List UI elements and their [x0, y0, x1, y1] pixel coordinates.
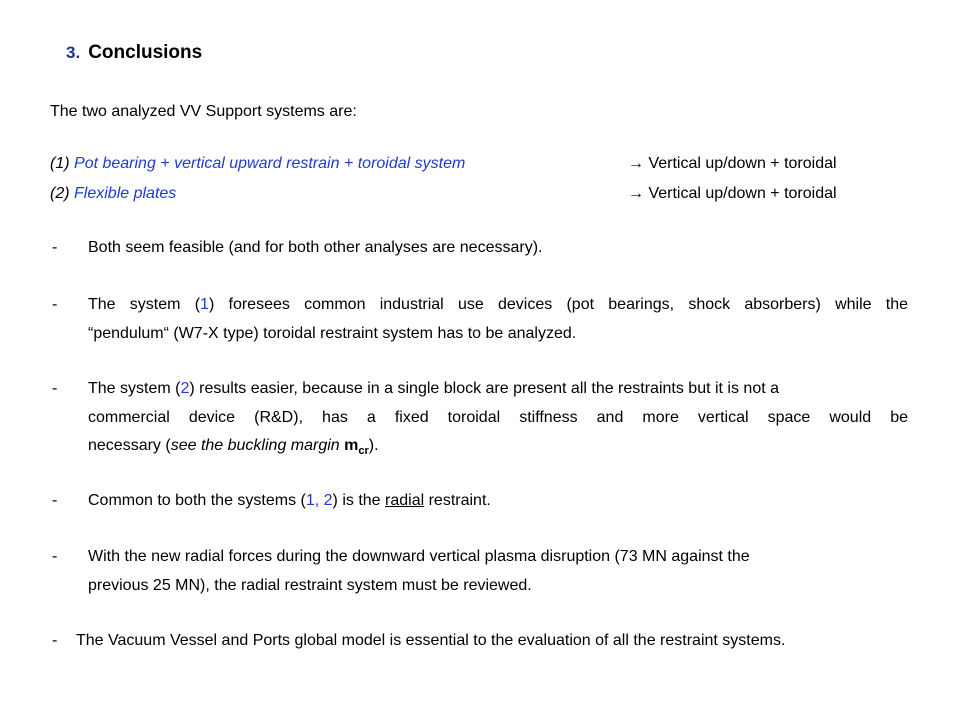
bullet-2-line-2: “pendulum“ (W7-X type) toroidal restraint system has to be analyzed. — [88, 325, 577, 342]
intro-text: The two analyzed VV Support systems are: — [50, 103, 357, 120]
system-1-name: Pot bearing + vertical upward restrain + toroidal system — [74, 155, 466, 172]
bullet-4: Common to both the systems (1, 2) is the radial restraint. — [88, 492, 491, 509]
bullet-dash: - — [52, 492, 58, 509]
section-heading — [66, 42, 202, 64]
bullet-dash: - — [52, 296, 58, 313]
section-title: Conclusions — [88, 42, 203, 63]
ref-1: 1 — [200, 296, 209, 313]
system-2-number: (2) — [50, 185, 70, 202]
bullet-dash: - — [52, 548, 58, 565]
system-1-result: → Vertical up/down + toroidal — [628, 155, 837, 172]
bullet-5-line-1: With the new radial forces during the downward vertical plasma disruption (73 MN against the — [88, 548, 750, 565]
system-2-name: Flexible plates — [74, 185, 177, 202]
bullet-dash: - — [52, 239, 58, 256]
section-number: 3. — [66, 43, 81, 62]
system-2 — [50, 185, 176, 203]
ref-2: 2 — [180, 380, 190, 397]
bullet-dash: - — [52, 380, 58, 397]
bullet-3-line-3: necessary (see the buckling margin $m_{cr}$). — [88, 437, 379, 458]
ref-1-2: 1, 2 — [305, 492, 333, 509]
bullet-5-line-2: previous 25 MN), the radial restraint system must be reviewed. — [88, 577, 532, 594]
system-1 — [50, 155, 465, 173]
radial-underlined: radial — [385, 492, 425, 509]
bullet-3-line-2: commercial device (R&D), has a fixed toroidal stiffness and more vertical space would be — [88, 409, 908, 426]
bullet-1: Both seem feasible (and for both other analyses are necessary). — [88, 239, 543, 256]
system-2-result: → Vertical up/down + toroidal — [628, 185, 837, 202]
system-1-number: (1) — [50, 155, 70, 172]
bullet-3-line-1: The system (2) results easier, because in a single block are present all the restraints but it is not a — [88, 380, 780, 397]
buckling-margin-symbol: $m_{cr}$ — [344, 437, 369, 458]
bullet-6: The Vacuum Vessel and Ports global model is essential to the evaluation of all the restraint systems. — [76, 632, 786, 649]
bullet-dash: - — [52, 632, 58, 649]
bullet-2-line-1: The system (1) foresees common industrial use devices (pot bearings, shock absorbers) while the — [88, 296, 909, 313]
